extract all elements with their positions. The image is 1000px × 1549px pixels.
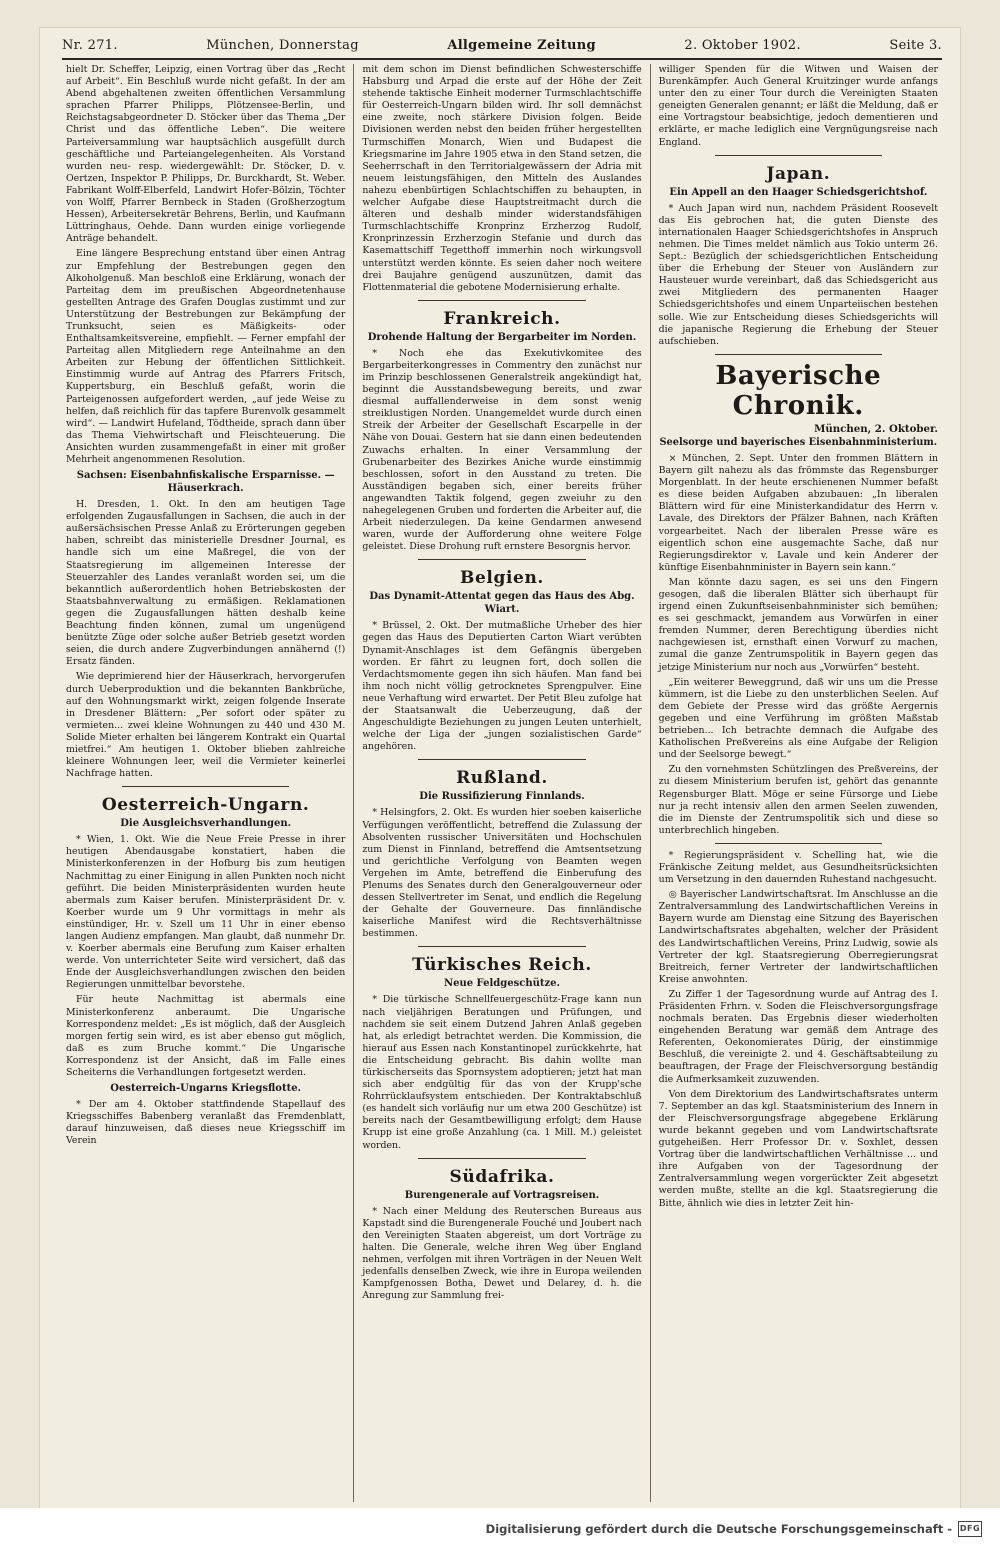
article-text: williger Spenden für die Witwen und Waisen der Burenkämpfer. Auch General Kruitzinger wurde anfangs unter den zu einer Tour durch die Vereinigten Staaten geneigten Generalen genannt; er läßt die Meldung, daß er eine Vortragstour beabsichtige, jedoch dementieren und erklärte, er mache lediglich eine Vergnügungsreise nach England. <box>658 64 938 148</box>
divider <box>122 786 290 787</box>
article-text: Für heute Nachmittag ist abermals eine Ministerkonferenz anberaumt. Die Ungarische Korrespondenz meldet: „Es ist möglich, daß der Ausgleich morgen fertig sein wird, es ist aber ebenso gut möglich, daß es zum Bruche kommt.“ Die Ungarische Korrespondenz ist der Ansicht, daß im Falle eines Scheiterns die Verhandlungen fortgesetzt werden. <box>66 994 346 1079</box>
article-heading: Sachsen: Eisenbahnfiskalische Ersparnisse. — Häuserkrach. <box>76 470 335 495</box>
page-number: Seite 3. <box>889 37 942 53</box>
column-1 <box>58 64 353 1502</box>
divider <box>418 300 586 301</box>
divider <box>715 155 883 156</box>
article-text: hielt Dr. Scheffer, Leipzig, einen Vortrag über das „Recht auf Arbeit“. Ein Beschluß wurde nicht gefaßt. In der am Abend abgehaltenen zweiten öffentlichen Versammlung sprachen Pfarrer Philipps, Plötzensee-Berlin, und Reichstagsabgeordneter D. Stöcker über das Thema „Der Christ und das öffentliche Leben“. Die weitere Parteiversammlung war hauptsächlich ausgefüllt durch geschäftliche und Parteiangelegenheiten. Als Vorstand wurden neu- resp. wiedergewählt: Dr. Stöcker, D. v. Oertzen, Inspektor P. Philipps, Dr. Burckhardt, St. Weber. Fabrikant Wolff-Elberfeld, Landwirt Hofer-Bölzin, Töchter von Wolff, Pfarrer Bernbeck in Staden (Großherzogtum Hessen), Arbeitersekretär Behrens, Berlin, und Kaufmann Lüttringhaus, Oehde. Dann wurden einige vorliegende Anträge behandelt. <box>66 64 346 245</box>
article-text: Man könnte dazu sagen, es sei uns den Fingern gesogen, daß die liberalen Blätter sich überhaupt für irgend einen Zukunftseisenbahnminister sich bemühen; es sei geschmackt, jemandem aus Vorwürfen in einer fremden Nummer, deren Berechtigung überdies nicht nachgewiesen ist, ernsthaft einen Vorwurf zu machen, zumal die ganze Zentrumspolitik in Bayern gegen das jetzige Ministerium nur noch aus „Vorwürfen“ besteht. <box>658 576 938 673</box>
article-text: Wie deprimierend hier der Häuserkrach, hervorgerufen durch Ueberproduktion und die bekannten Bankbrüche, auf den Wohnungsmarkt wirkt, zeigen folgende Inserate in Dresdener Blättern: „Per sofort oder später zu vermieten... zwei kleine Wohnungen zu 440 und 430 M. Solide Mieter erhalten bei längerem Kontrakt ein Quartal mietfrei.“ Am heutigen 1. Oktober blieben zahlreiche kleinere Wohnungen leer, weil die Vermieter keinerlei Nachfrage hatten. <box>66 671 346 780</box>
divider <box>418 1158 586 1159</box>
section-title: Südafrika. <box>449 1166 555 1187</box>
funding-credit: Digitalisierung gefördert durch die Deutsche Forschungsgemeinschaft - <box>485 1521 952 1536</box>
divider <box>418 559 586 560</box>
article-text: * Brüssel, 2. Okt. Der mutmaßliche Urheber des hier gegen das Haus des Deputierten Carton Wiart verübten Dynamit-Anschlages ist dem Gefängnis übergeben worden. Er fährt zu leugnen fort, doch sollen die Verdachtsmomente gegen ihn sich häufen. Man fand bei ihm noch nicht völlig getrocknetes Sprengpulver. Eine neue Verhaftung wird erwartet. Der Petit Bleu zufolge hat der Staatsanwalt die Ueberzeugung, daß der Angeschuldigte Beziehungen zu jungen Leuten unterhielt, welche der Liga der „jungen sozialistischen Garde“ angehören. <box>362 620 642 753</box>
article-text: H. Dresden, 1. Okt. In den am heutigen Tage erfolgenden Zugausfallungen in Sachsen, die auch in der außersächsischen Presse Anlaß zu Erörterungen gegeben haben, schreibt das ministerielle Dresdner Journal, es handle sich um eine Maßregel, die von der Staatsregierung im allgemeinen Interesse der Steuerzahler des Landes veranlaßt worden sei, um die bekanntlich außerordentlich hohen Betriebskosten der Staatsbahnverwaltung zu ermäßigen. Reklamationen gegen die Zugausfallungen hätten deshalb keine Beachtung finden können, zumal um ungenügend benützte Züge oder solche außer Betrieb gesetzt worden seien, die durch andere Zugverbindungen annähernd (!) Ersatz fänden. <box>66 499 346 668</box>
article-text: Eine längere Besprechung entstand über einen Antrag zur Empfehlung der Bestrebungen gegen den Alkoholgenuß. Man beschloß eine Erklärung, wonach der Parteitag dem im preußischen Abgeordnetenhause gestellten Antrage des Grafen Douglas zustimmt und zur Unterstützung der Bestrebungen zur Bekämpfung der Trunksucht, seien es Mäßigkeits- oder Enthaltsamkeitsvereine, empfiehlt. — Ferner empfahl der Parteitag allen Mitgliedern rege Anteilnahme an den Arbeiten zur Hebung der öffentlichen Sittlichkeit. Einstimmig wurde auf Antrag des Pfarrers Fritsch, Kuppertsburg, ein Beschluß gefaßt, worin die Parteigenossen aufgefordert werden, „auf jede Weise zu helfen, daß reichlich für das tapfere Burenvolk gesammelt wird“. — Landwirt Hufeland, Tödtheide, sprach dann über das Thema Viehwirtschaft und Fleischteuerung. Die Ansichten wurden zusammengefaßt in einer mit großer Mehrheit angenommenen Resolution. <box>66 248 346 465</box>
section-title: Rußland. <box>456 768 548 789</box>
section-title: Oesterreich-Ungarn. <box>101 795 310 816</box>
article-text: * Helsingfors, 2. Okt. Es wurden hier soeben kaiserliche Verfügungen veröffentlicht, betreffend die Zulassung der Absolventen russischer Universitäten und Hochschulen zum Dienst in Finnland, betreffend die Amtsentsetzung und gerichtliche Verfolgung von Beamten wegen Vergehen im Amte, betreffend die Einberufung des Plenums des Senates durch den Generalgouverneur oder dessen Stellvertreter im Senat, und endlich die Regelung der Gehalte der Gouverneure. Das finnländische kaiserliche Manifest wird die Rechtsverhältnisse bestimmen. <box>362 807 642 940</box>
digitization-footer <box>0 1508 1000 1549</box>
newspaper-title: Allgemeine Zeitung <box>447 37 596 53</box>
section-title: Belgien. <box>460 568 544 589</box>
article-text: „Ein weiterer Beweggrund, daß wir uns um die Presse kümmern, ist die Liebe zu den unsterblichen Seelen. Auf dem Gebiete der Presse wird das größte Aergernis gegeben und eine Verführung im größten Maßstab betrieben... Ich betrachte demnach die Aufgabe des Katholischen Preßvereins als eine Aufgabe der Religion und der Seelsorge bewegt.“ <box>658 676 938 761</box>
article-text: * Regierungspräsident v. Schelling hat, wie die Fränkische Zeitung meldet, aus Gesundheitsrücksichten um Versetzung in den dauernden Ruhestand nachgesucht. <box>658 849 938 886</box>
column-3 <box>650 64 946 1502</box>
divider <box>418 759 586 760</box>
article-text: mit dem schon im Dienst befindlichen Schwesterschiffe Habsburg und Arpad die erste auf der Höhe der Zeit stehende taktische Einheit moderner Turmschlachtschiffe für Oesterreich-Ungarn bilden wird. Ihr soll demnächst eine zweite, noch stärkere Division folgen. Beide Divisionen werden nebst den beiden früher hergestellten Turmschiffen Monarch, Wien und Budapest die Kriegsmarine im Jahre 1905 etwa in den Stand setzen, die Seeherrschaft in den Territorialgewässern der Adria mit neuem leistungsfähigen, den Mitteln des Auslandes nahezu ebenbürtigen Schlachtschiffen zu behaupten, in welcher Aufgabe diese Hauptstreitmacht durch die älteren und deshalb minder widerstandsfähigen Turmschlachtschiffe Kronprinz Erzherzog Rudolf, Kronprinzessin Erzherzogin Stefanie und durch das Kasemattschiff Tegetthoff immerhin noch wirkungsvoll unterstützt werden könnte. Es seien daher noch weitere drei Baujahre genügend auszunützen, damit das Flottenmaterial die gebotene Modernisierung erhalte. <box>362 64 642 293</box>
section-subtitle: Ein Appell an den Haager Schiedsgerichtshof. <box>669 186 928 198</box>
section-subtitle: Das Dynamit-Attentat gegen das Haus des Abg. Wiart. <box>369 591 635 616</box>
newspaper-page <box>40 28 960 1508</box>
section-subtitle: Die Russifizierung Finnlands. <box>419 791 585 803</box>
article-text: * Die türkische Schnellfeuergeschütz-Frage kann nun nach vieljährigen Beratungen und Prüfungen, und nachdem sie seit einem Dutzend Jahren Anlaß gegeben hat, als erledigt betrachtet werden. Die Kommission, die hierauf aus Essen nach Konstantinopel zurückkehrte, hat die Entscheidung gebracht. Bis dahin wollte man türkischerseits das Spornsystem adoptieren; jetzt hat man sich aber endgültig für das von der Krupp'sche Rohrrücklaufsystem entschieden. Der Kontraktabschluß (es handelt sich vorläufig nur um etwa 200 Geschütze) ist bereits nach der Gesamtbewilligung erfolgt; dem Hause Krupp ist eine große Anzahlung (ca. 1 Mill. M.) geleistet worden. <box>362 994 642 1151</box>
issue-number: Nr. 271. <box>62 37 118 53</box>
section-title: Japan. <box>766 163 831 184</box>
article-text: * Der am 4. Oktober stattfindende Stapellauf des Kriegsschiffes Babenberg veranlaßt das Fremdenblatt, darauf hinzuweisen, daß dieses neue Kriegsschiff im Verein <box>66 1099 346 1147</box>
place-day: München, Donnerstag <box>206 37 359 53</box>
section-title: Bayerische Chronik. <box>715 360 882 421</box>
article-text: Zu Ziffer 1 der Tagesordnung wurde auf Antrag des I. Präsidenten Frhrn. v. Soden die Fleischversorgungsfrage nochmals beraten. Das Ergebnis dieser wiederholten eingehenden Beratung war gemäß dem Antrage des Referenten, Oekonomierates Dürig, der einstimmige Beschluß, die vereinigte 2. und 4. Geschäftsabteilung zu beauftragen, der Frage der Fleischversorgung beständig die Aufmerksamkeit zuzuwenden. <box>658 988 938 1085</box>
columns <box>58 64 946 1502</box>
dfg-logo-icon: DFG <box>958 1521 982 1537</box>
section-subtitle: Drohende Haltung der Bergarbeiter im Norden. <box>367 331 637 343</box>
article-text: * Noch ehe das Exekutivkomitee des Bergarbeiterkongresses in Commentry den zunächst nur im Prinzip beschlossenen Generalstreik angekündigt hat, beginnt die Ausstandsbewegung bereits, und zwar diesmal auffallenderweise in dem sonst wenig streiklustigen Norden. Unangemeldet wurde durch einen Streik der Arbeiter der Gesellschaft Escarpelle in der Nähe von Douai. Gestern hat sie dann einen bedeutenden Zuwachs erhalten. In einer Versammlung der Grubenarbeiter des Bezirkes Aniche wurde einstimmig beschlossen, sofort in den Ausstand zu treten. Die Ausständigen begaben sich, einer bereits früher angewandten Taktik folgend, gegen zweiuhr zu den nahegelegenen Gruben und forderten die Arbeiter auf, die Arbeit niederzulegen. Da keine Gendarmen anwesend waren, wurde der Aufforderung ohne weitere Folge geleistet. Diese Drohung ruft ernstere Besorgnis hervor. <box>362 347 642 553</box>
section-subtitle: Burengenerale auf Vortragsreisen. <box>404 1189 600 1201</box>
article-text: * Nach einer Meldung des Reuterschen Bureaus aus Kapstadt sind die Burengenerale Fouché und Joubert nach den Vereinigten Staaten abgereist, um dort Vorträge zu halten. Die Generale, welche ihren Weg über England nehmen, verfolgen mit ihren Vorträgen in der Neuen Welt jedenfalls denselben Zweck, wie ihre in Europa weilenden Kampfgenossen Botha, Dewet und Delarey, d. h. die Anregung zur Sammlung frei- <box>362 1205 642 1302</box>
column-2 <box>353 64 649 1502</box>
dateline: München, 2. Oktober. <box>814 422 938 435</box>
section-subtitle: Neue Feldgeschütze. <box>443 978 561 990</box>
section-title: Frankreich. <box>443 308 561 329</box>
section-title: Türkisches Reich. <box>412 955 592 976</box>
article-text: ◎ Bayerischer Landwirtschaftsrat. Im Anschlusse an die Zentralversammlung des Landwirtschaftlichen Vereins in Bayern wurde am Dienstag eine Sitzung des Bayerischen Landwirtschaftsrates abgehalten, welcher der Präsident des Landwirtschaftlichen Vereins, Prinz Ludwig, sowie als Vertreter der kgl. Staatsregierung Oberregierungsrat Breitreich, ferner Vertreter der landwirtschaftlichen Kreise anwohnten. <box>658 889 938 985</box>
section-subtitle: Die Ausgleichsverhandlungen. <box>120 818 292 830</box>
article-text: Zu den vornehmsten Schützlingen des Preßvereins, der zu diesem Ministerium berufen ist, gehört das genannte Regensburger Blatt. Möge er seine Fürsorge und Liebe nur ja recht intensiv allen den armen Seelen zuwenden, die im Dienste der Zentrumspolitik sich und diese so unterbrechlich hingeben. <box>658 764 938 836</box>
page-header <box>62 32 942 60</box>
issue-date: 2. Oktober 1902. <box>684 37 801 53</box>
article-text: * Wien, 1. Okt. Wie die Neue Freie Presse in ihrer heutigen Abendausgabe konstatiert, haben die Ministerkonferenzen in der Hofburg bis zum heutigen Nachmittag zu einer Einigung in allen Punkten noch nicht geführt. Die beiden Ministerpräsidenten wurden heute abermals zum Kaiser berufen. Ministerpräsident Dr. v. Koerber wurde um 9 Uhr vormittags in mehr als einstündiger, Hr. v. Szell um 11 Uhr in einer ebenso langen Audienz empfangen. Man glaubt, daß nunmehr Dr. v. Koerber abermals eine Berufung zum Kaiser erhalten werde. Von unterrichteter Seite wird versichert, daß das Ende der Ausgleichsverhandlungen zwischen den beiden Regierungen unmittelbar bevorstehe. <box>66 834 346 991</box>
section-subtitle: Seelsorge und bayerisches Eisenbahnministerium. <box>659 436 938 448</box>
divider <box>418 946 586 947</box>
article-heading: Oesterreich-Ungarns Kriegsflotte. <box>110 1083 302 1095</box>
divider <box>715 354 883 355</box>
divider <box>715 843 883 844</box>
article-text: × München, 2. Sept. Unter den frommen Blättern in Bayern gilt nahezu als das frömmste das Regensburger Morgenblatt. In der heute erschienenen Nummer befaßt es diese beiden Aufgaben abzubauen: „In liberalen Blättern wird für eine Ministerkandidatur des Herrn v. Lavale, des Direktors der Pfälzer Bahnen, nach Kräften vorgearbeitet. Nach der liberalen Presse wäre es eigentlich schon eine ausgemachte Sache, daß nur Regierungsdirektor v. Lavale und kein Anderer der künftige Eisenbahnminister in Bayern sein kann.“ <box>658 452 938 573</box>
article-text: Von dem Direktorium des Landwirtschaftsrates unterm 7. September an das kgl. Staatsministerium des Innern in der Fleischversorgungsfrage abgegebene Erklärung wurde bekannt gegeben und vom Landwirtschaftsrate gutgeheißen. Herr Professor Dr. v. Soxhlet, dessen Vortrag über die landwirtschaftlichen Verhältnisse ... und ihre Aufgaben von der Tagesordnung der Zentralversammlung wegen vorgerückter Zeit abgesetzt werden mußte, stellte an die kgl. Staatsregierung die Bitte, ähnlich wie dies in letzter Zeit hin- <box>658 1088 938 1209</box>
article-text: * Auch Japan wird nun, nachdem Präsident Roosevelt das Eis gebrochen hat, die guten Dienste des internationalen Haager Schiedsgerichtshofes in Anspruch nehmen. Die Times meldet nämlich aus Tokio unterm 26. Sept.: Bezüglich der schiedsgerichtlichen Entscheidung über die Erhebung der Steuer von Ausländern zur Hausteuer wurde vereinbart, daß das Schiedsgericht aus zwei Mitgliedern des permanenten Haager Schiedsgerichtshofes und einem Unparteiischen bestehen solle. Wie zur Entscheidung dieses Schiedsgerichts will die japanische Regierung die Erhebung der Steuer aufschieben. <box>658 202 938 347</box>
